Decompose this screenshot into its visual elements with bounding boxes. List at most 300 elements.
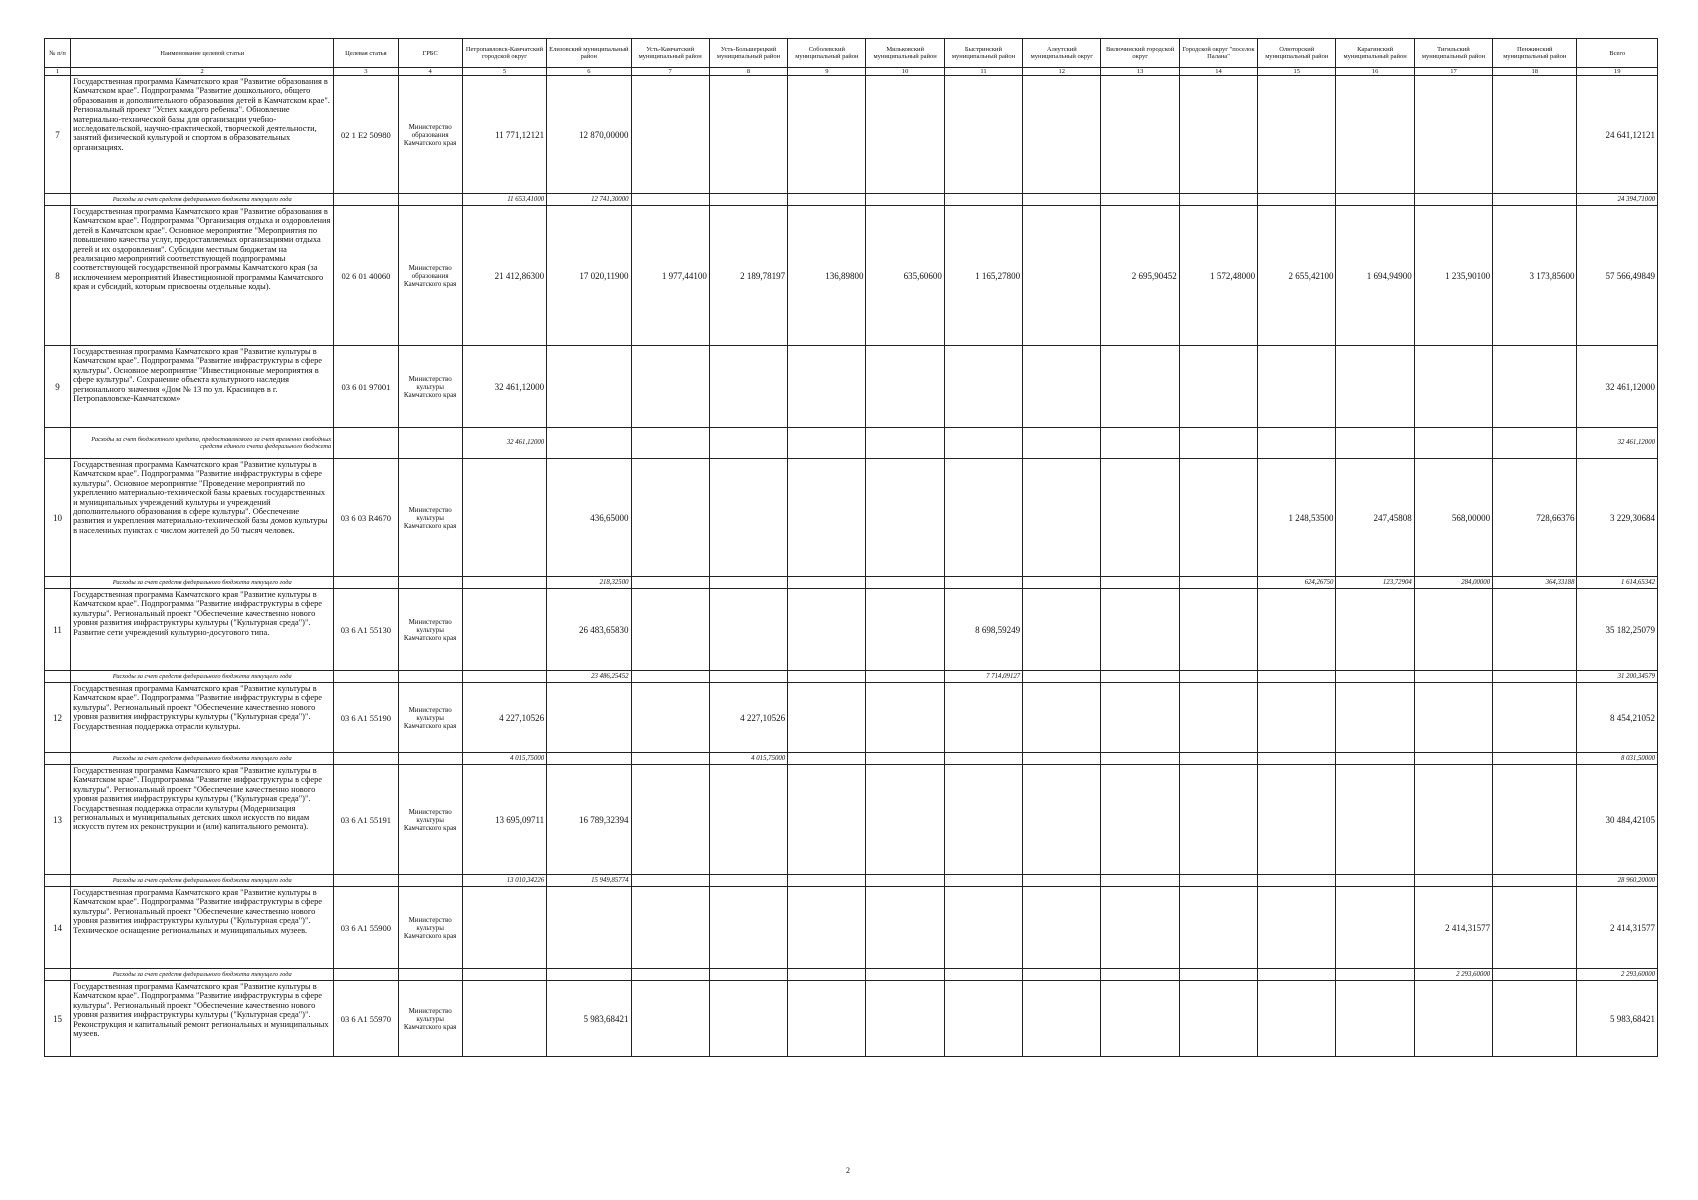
row-name: Государственная программа Камчатского края "Развитие культуры в Камчатском крае". Подпрограмма "Развитие инфраструктуры в сфере культуры". Региональный проект "Обеспечение качественно нового уровня развития инфраструктуры культуры ("Культурная среда")". Техническое оснащение региональных и муниципальных музеев.: [71, 887, 334, 969]
sub-value-cell: [1258, 875, 1336, 887]
sub-value-cell: [1023, 577, 1101, 589]
sub-value-cell: [631, 671, 709, 683]
sub-empty-cell: [45, 194, 71, 206]
sub-total-cell: 31 200,34579: [1577, 671, 1658, 683]
sub-value-cell: [1101, 194, 1179, 206]
table-row: [45, 346, 1658, 428]
value-cell: [788, 459, 866, 577]
value-cell: 2 695,90452: [1101, 206, 1179, 346]
sub-value-cell: [1023, 194, 1101, 206]
sub-value-cell: 4 015,75000: [462, 753, 546, 765]
value-cell: 1 248,53500: [1258, 459, 1336, 577]
grbs-cell: Министерство образования Камчатского края: [398, 76, 462, 194]
sub-value-cell: [788, 577, 866, 589]
sub-empty-cell: [45, 753, 71, 765]
column-number: 15: [1258, 68, 1336, 76]
sub-value-cell: [1179, 428, 1257, 459]
sub-value-cell: 218,32500: [547, 577, 631, 589]
value-cell: [1336, 765, 1414, 875]
value-cell: [1493, 683, 1577, 753]
value-cell: [788, 765, 866, 875]
value-cell: [631, 765, 709, 875]
row-number: 13: [45, 765, 71, 875]
value-cell: [944, 76, 1022, 194]
sub-value-cell: [1179, 577, 1257, 589]
value-cell: [1101, 765, 1179, 875]
value-cell: [866, 765, 944, 875]
value-cell: [1414, 76, 1492, 194]
sub-value-cell: 12 741,30000: [547, 194, 631, 206]
grbs-cell: Министерство культуры Камчатского края: [398, 459, 462, 577]
value-cell: [1414, 683, 1492, 753]
sub-value-cell: [709, 969, 787, 981]
value-cell: 3 173,85600: [1493, 206, 1577, 346]
value-cell: [1493, 887, 1577, 969]
column-header: № п/п: [45, 39, 71, 68]
column-header: Усть-Камчатский муниципальный район: [631, 39, 709, 68]
grbs-cell: Министерство культуры Камчатского края: [398, 589, 462, 671]
value-cell: [1258, 589, 1336, 671]
sub-value-cell: [1101, 875, 1179, 887]
value-cell: [462, 981, 546, 1057]
sub-value-cell: [944, 753, 1022, 765]
value-cell: 32 461,12000: [462, 346, 546, 428]
sub-value-cell: [866, 875, 944, 887]
page-number: 2: [846, 1166, 850, 1175]
value-cell: [1336, 981, 1414, 1057]
sub-value-cell: [709, 875, 787, 887]
value-cell: [1101, 346, 1179, 428]
row-number: 7: [45, 76, 71, 194]
value-cell: [547, 887, 631, 969]
sub-value-cell: 13 010,34226: [462, 875, 546, 887]
sub-value-cell: [1414, 753, 1492, 765]
value-cell: [631, 683, 709, 753]
value-cell: [1023, 346, 1101, 428]
sub-value-cell: [788, 428, 866, 459]
grbs-cell: Министерство культуры Камчатского края: [398, 346, 462, 428]
sub-value-cell: [1023, 671, 1101, 683]
sub-empty-cell: [45, 671, 71, 683]
sub-label: Расходы за счет средств федерального бюджета текущего года: [71, 577, 334, 589]
table-row: [45, 206, 1658, 346]
column-header: Карагинский муниципальный район: [1336, 39, 1414, 68]
column-header: Олюторский муниципальный район: [1258, 39, 1336, 68]
table-body: [45, 76, 1658, 1057]
value-cell: [631, 981, 709, 1057]
column-number: 16: [1336, 68, 1414, 76]
value-cell: 2 189,78197: [709, 206, 787, 346]
value-cell: [788, 887, 866, 969]
value-cell: [1493, 76, 1577, 194]
column-header: Всего: [1577, 39, 1658, 68]
target-code: 02 1 E2 50980: [334, 76, 398, 194]
target-code: 03 6 03 R4670: [334, 459, 398, 577]
sub-value-cell: [631, 875, 709, 887]
value-cell: [1023, 887, 1101, 969]
total-cell: 5 983,68421: [1577, 981, 1658, 1057]
value-cell: [1179, 589, 1257, 671]
target-code: 02 6 01 40060: [334, 206, 398, 346]
sub-total-cell: 28 960,20000: [1577, 875, 1658, 887]
value-cell: [709, 459, 787, 577]
sub-value-cell: 4 015,75000: [709, 753, 787, 765]
column-header: Петропавловск-Камчатский городской округ: [462, 39, 546, 68]
value-cell: [1101, 887, 1179, 969]
sub-empty-cell: [45, 969, 71, 981]
value-cell: [1258, 76, 1336, 194]
subtotal-row: [45, 753, 1658, 765]
column-number: 1: [45, 68, 71, 76]
value-cell: [1179, 887, 1257, 969]
total-cell: 32 461,12000: [1577, 346, 1658, 428]
sub-empty-cell: [398, 753, 462, 765]
value-cell: 1 235,90100: [1414, 206, 1492, 346]
value-cell: [1023, 76, 1101, 194]
sub-value-cell: [709, 671, 787, 683]
target-code: 03 6 A1 55130: [334, 589, 398, 671]
table-row: [45, 683, 1658, 753]
row-name: Государственная программа Камчатского края "Развитие культуры в Камчатском крае". Подпрограмма "Развитие инфраструктуры в сфере культуры". Основное мероприятие "Инвестиционные мероприятия в сфере культуры". Сохранение объекта культурного наследия регионального значения «Дом № 13 по ул. Красинцев в г. Петропавловске-Камчатском»: [71, 346, 334, 428]
value-cell: [866, 683, 944, 753]
row-number: 9: [45, 346, 71, 428]
sub-empty-cell: [334, 428, 398, 459]
value-cell: [866, 887, 944, 969]
value-cell: 436,65000: [547, 459, 631, 577]
value-cell: 568,00000: [1414, 459, 1492, 577]
sub-value-cell: [1414, 671, 1492, 683]
row-number: 8: [45, 206, 71, 346]
column-header: Елизовский муниципальный район: [547, 39, 631, 68]
sub-value-cell: [1258, 194, 1336, 206]
grbs-cell: Министерство культуры Камчатского края: [398, 981, 462, 1057]
column-number: 17: [1414, 68, 1492, 76]
sub-value-cell: [709, 194, 787, 206]
column-header: Городской округ "поселок Палана": [1179, 39, 1257, 68]
column-header: Целевая статья: [334, 39, 398, 68]
sub-value-cell: [631, 428, 709, 459]
column-header: Усть-Большерецкий муниципальный район: [709, 39, 787, 68]
sub-empty-cell: [45, 577, 71, 589]
value-cell: [547, 346, 631, 428]
sub-value-cell: [944, 577, 1022, 589]
sub-empty-cell: [398, 428, 462, 459]
total-cell: 3 229,30684: [1577, 459, 1658, 577]
document-page: [44, 38, 1658, 1057]
sub-value-cell: [462, 671, 546, 683]
sub-label: Расходы за счет средств федерального бюджета текущего года: [71, 753, 334, 765]
value-cell: [1101, 589, 1179, 671]
value-cell: [709, 589, 787, 671]
sub-value-cell: [1414, 428, 1492, 459]
sub-value-cell: [1336, 428, 1414, 459]
value-cell: 247,45808: [1336, 459, 1414, 577]
sub-empty-cell: [398, 875, 462, 887]
value-cell: [1101, 981, 1179, 1057]
value-cell: 13 695,09711: [462, 765, 546, 875]
value-cell: 1 694,94900: [1336, 206, 1414, 346]
row-name: Государственная программа Камчатского края "Развитие культуры в Камчатском крае". Подпрограмма "Развитие инфраструктуры в сфере культуры". Региональный проект "Обеспечение качественно нового уровня развития инфраструктуры культуры ("Культурная среда")". Реконструкция и капитальный ремонт региональных и муниципальных музеев.: [71, 981, 334, 1057]
sub-value-cell: [1258, 428, 1336, 459]
value-cell: [1258, 765, 1336, 875]
value-cell: [788, 346, 866, 428]
value-cell: [866, 76, 944, 194]
sub-empty-cell: [334, 194, 398, 206]
sub-empty-cell: [334, 577, 398, 589]
total-cell: 2 414,31577: [1577, 887, 1658, 969]
sub-value-cell: [1336, 753, 1414, 765]
grbs-cell: Министерство культуры Камчатского края: [398, 887, 462, 969]
row-name: Государственная программа Камчатского края "Развитие образования в Камчатском крае". Подпрограмма "Организация отдыха и оздоровления детей в Камчатском крае". Основное мероприятие "Мероприятия по повышению качества услуг, предоставляемых организациями отдыха детей и их оздоровления". Субсидии местным бюджетам на реализацию мероприятий соответствующей подпрограммы соответствующей государственной программы Камчатского края (за исключением мероприятий Инвестиционной программы Камчатского края и субсидий, которым присвоены отдельные коды).: [71, 206, 334, 346]
value-cell: 21 412,86300: [462, 206, 546, 346]
sub-empty-cell: [334, 753, 398, 765]
value-cell: [866, 346, 944, 428]
sub-value-cell: [1493, 969, 1577, 981]
sub-value-cell: [944, 875, 1022, 887]
sub-value-cell: [462, 577, 546, 589]
sub-total-cell: 32 461,12000: [1577, 428, 1658, 459]
value-cell: 136,89800: [788, 206, 866, 346]
target-code: 03 6 A1 55970: [334, 981, 398, 1057]
sub-value-cell: [866, 194, 944, 206]
value-cell: [462, 459, 546, 577]
value-cell: [462, 887, 546, 969]
value-cell: [709, 981, 787, 1057]
value-cell: [709, 887, 787, 969]
grbs-cell: Министерство культуры Камчатского края: [398, 683, 462, 753]
value-cell: [1179, 765, 1257, 875]
value-cell: [1414, 765, 1492, 875]
column-number: 10: [866, 68, 944, 76]
column-number: 5: [462, 68, 546, 76]
sub-value-cell: [788, 875, 866, 887]
column-number: 2: [71, 68, 334, 76]
sub-value-cell: [1336, 875, 1414, 887]
value-cell: [1179, 683, 1257, 753]
value-cell: [944, 346, 1022, 428]
sub-empty-cell: [398, 969, 462, 981]
value-cell: 5 983,68421: [547, 981, 631, 1057]
value-cell: [547, 683, 631, 753]
sub-total-cell: 1 614,65342: [1577, 577, 1658, 589]
value-cell: 12 870,00000: [547, 76, 631, 194]
value-cell: [1493, 981, 1577, 1057]
row-name: Государственная программа Камчатского края "Развитие культуры в Камчатском крае". Подпрограмма "Развитие инфраструктуры в сфере культуры". Основное мероприятие "Проведение мероприятий по укреплению материально-технической базы краевых государственных и муниципальных учреждений культуры и учреждений дополнительного образования в сфере культуры". Обеспечение развития и укрепления материально-технической базы домов культуры в населенных пунктах с числом жителей до 50 тысяч человек.: [71, 459, 334, 577]
column-number: 9: [788, 68, 866, 76]
row-number: 14: [45, 887, 71, 969]
target-code: 03 6 A1 55191: [334, 765, 398, 875]
sub-value-cell: [1414, 194, 1492, 206]
sub-value-cell: [547, 428, 631, 459]
column-number: 11: [944, 68, 1022, 76]
sub-value-cell: [1023, 875, 1101, 887]
value-cell: [1101, 683, 1179, 753]
sub-value-cell: [1179, 194, 1257, 206]
sub-value-cell: [866, 671, 944, 683]
sub-value-cell: [1101, 428, 1179, 459]
column-number: 19: [1577, 68, 1658, 76]
value-cell: 4 227,10526: [462, 683, 546, 753]
value-cell: [944, 887, 1022, 969]
sub-empty-cell: [45, 428, 71, 459]
value-cell: [462, 589, 546, 671]
column-number: 4: [398, 68, 462, 76]
sub-value-cell: [1101, 753, 1179, 765]
row-name: Государственная программа Камчатского края "Развитие культуры в Камчатском крае". Подпрограмма "Развитие инфраструктуры в сфере культуры". Региональный проект "Обеспечение качественно нового уровня развития инфраструктуры культуры ("Культурная среда")". Развитие сети учреждений культурно-досугового типа.: [71, 589, 334, 671]
value-cell: [1493, 765, 1577, 875]
sub-value-cell: [631, 194, 709, 206]
column-header: ГРБС: [398, 39, 462, 68]
value-cell: 728,66376: [1493, 459, 1577, 577]
column-header: Вилючинский городской округ: [1101, 39, 1179, 68]
sub-value-cell: [1493, 194, 1577, 206]
table-row: [45, 765, 1658, 875]
sub-value-cell: [944, 969, 1022, 981]
column-number: 3: [334, 68, 398, 76]
row-number: 15: [45, 981, 71, 1057]
column-number: 14: [1179, 68, 1257, 76]
value-cell: [1258, 981, 1336, 1057]
sub-value-cell: [788, 753, 866, 765]
sub-value-cell: 15 949,85774: [547, 875, 631, 887]
table-header-row: [45, 39, 1658, 68]
value-cell: [788, 981, 866, 1057]
value-cell: [866, 981, 944, 1057]
value-cell: [631, 589, 709, 671]
target-code: 03 6 A1 55190: [334, 683, 398, 753]
column-number: 12: [1023, 68, 1101, 76]
value-cell: [709, 76, 787, 194]
sub-value-cell: [1179, 875, 1257, 887]
sub-value-cell: [788, 671, 866, 683]
subtotal-row: [45, 875, 1658, 887]
value-cell: [1336, 589, 1414, 671]
target-code: 03 6 A1 55900: [334, 887, 398, 969]
value-cell: 8 698,59249: [944, 589, 1022, 671]
value-cell: [1101, 459, 1179, 577]
sub-value-cell: [709, 577, 787, 589]
total-cell: 24 641,12121: [1577, 76, 1658, 194]
total-cell: 57 566,49849: [1577, 206, 1658, 346]
value-cell: 2 414,31577: [1414, 887, 1492, 969]
row-number: 10: [45, 459, 71, 577]
table-row: [45, 887, 1658, 969]
sub-value-cell: [944, 428, 1022, 459]
subtotal-row: [45, 194, 1658, 206]
value-cell: [709, 346, 787, 428]
sub-value-cell: [462, 969, 546, 981]
table-row: [45, 76, 1658, 194]
sub-value-cell: 11 653,41000: [462, 194, 546, 206]
grbs-cell: Министерство культуры Камчатского края: [398, 765, 462, 875]
value-cell: [944, 459, 1022, 577]
sub-label: Расходы за счет средств федерального бюджета текущего года: [71, 875, 334, 887]
sub-value-cell: [1493, 428, 1577, 459]
value-cell: [1258, 887, 1336, 969]
sub-value-cell: 23 486,25452: [547, 671, 631, 683]
column-number: 13: [1101, 68, 1179, 76]
sub-empty-cell: [45, 875, 71, 887]
total-cell: 30 484,42105: [1577, 765, 1658, 875]
sub-value-cell: [866, 577, 944, 589]
value-cell: [1258, 683, 1336, 753]
sub-value-cell: [1414, 875, 1492, 887]
value-cell: [1258, 346, 1336, 428]
value-cell: [944, 981, 1022, 1057]
sub-value-cell: [1258, 671, 1336, 683]
sub-value-cell: [1258, 969, 1336, 981]
sub-value-cell: [631, 753, 709, 765]
table-row: [45, 981, 1658, 1057]
sub-empty-cell: [398, 194, 462, 206]
sub-value-cell: 2 293,60000: [1414, 969, 1492, 981]
value-cell: [788, 76, 866, 194]
sub-value-cell: [1493, 875, 1577, 887]
sub-value-cell: [788, 194, 866, 206]
value-cell: 1 165,27800: [944, 206, 1022, 346]
sub-value-cell: [866, 428, 944, 459]
value-cell: [1414, 346, 1492, 428]
value-cell: [631, 459, 709, 577]
value-cell: 1 977,44100: [631, 206, 709, 346]
value-cell: 635,60600: [866, 206, 944, 346]
sub-value-cell: [1336, 671, 1414, 683]
target-code: 03 6 01 97001: [334, 346, 398, 428]
column-header: Мильковский муниципальный район: [866, 39, 944, 68]
value-cell: 4 227,10526: [709, 683, 787, 753]
sub-empty-cell: [334, 671, 398, 683]
row-number: 12: [45, 683, 71, 753]
row-name: Государственная программа Камчатского края "Развитие культуры в Камчатском крае". Подпрограмма "Развитие инфраструктуры в сфере культуры". Региональный проект "Обеспечение качественно нового уровня развития инфраструктуры культуры ("Культурная среда")". Государственная поддержка отрасли культуры.: [71, 683, 334, 753]
sub-total-cell: 2 293,60000: [1577, 969, 1658, 981]
total-cell: 8 454,21052: [1577, 683, 1658, 753]
sub-value-cell: [631, 969, 709, 981]
column-header: Наименование целевой статьи: [71, 39, 334, 68]
sub-value-cell: [709, 428, 787, 459]
sub-value-cell: [788, 969, 866, 981]
sub-label: Расходы за счет средств федерального бюджета текущего года: [71, 969, 334, 981]
table-row: [45, 589, 1658, 671]
value-cell: 2 655,42100: [1258, 206, 1336, 346]
sub-empty-cell: [334, 969, 398, 981]
sub-value-cell: [1101, 671, 1179, 683]
value-cell: [1414, 981, 1492, 1057]
grbs-cell: Министерство образования Камчатского края: [398, 206, 462, 346]
value-cell: 17 020,11900: [547, 206, 631, 346]
sub-value-cell: [547, 969, 631, 981]
subtotal-row: [45, 671, 1658, 683]
value-cell: [709, 765, 787, 875]
value-cell: [631, 887, 709, 969]
sub-empty-cell: [398, 577, 462, 589]
value-cell: [1414, 589, 1492, 671]
sub-value-cell: [866, 753, 944, 765]
value-cell: [944, 683, 1022, 753]
sub-value-cell: [1101, 577, 1179, 589]
sub-label: Расходы за счет средств федерального бюджета текущего года: [71, 671, 334, 683]
value-cell: [1023, 459, 1101, 577]
value-cell: [1336, 887, 1414, 969]
sub-empty-cell: [334, 875, 398, 887]
column-header: Соболевский муниципальный район: [788, 39, 866, 68]
column-header: Тигильский муниципальный район: [1414, 39, 1492, 68]
row-number: 11: [45, 589, 71, 671]
budget-table: [44, 38, 1658, 1057]
sub-label: Расходы за счет средств федерального бюджета текущего года: [71, 194, 334, 206]
sub-value-cell: 624,26750: [1258, 577, 1336, 589]
column-number: 8: [709, 68, 787, 76]
value-cell: [1493, 346, 1577, 428]
